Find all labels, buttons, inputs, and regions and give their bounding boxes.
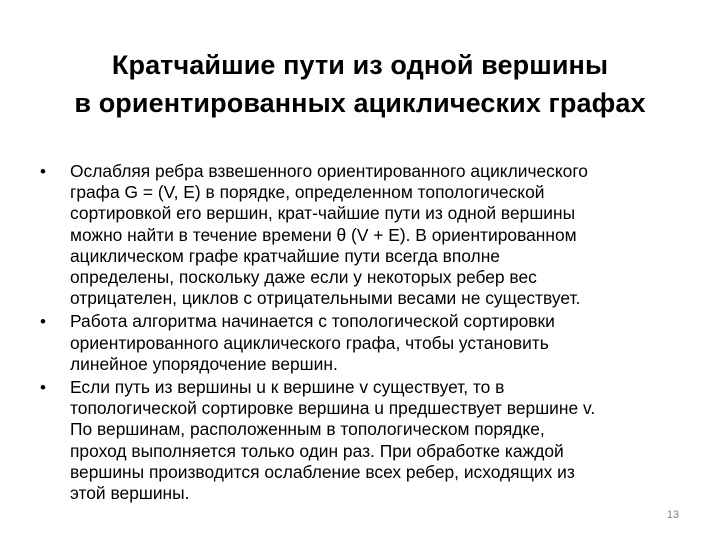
- bullet-line: По вершинам, расположенным в топологическом порядке,: [70, 419, 545, 440]
- bullet-line: ориентированного ациклического графа, чтобы установить: [70, 332, 549, 353]
- bullet-line: ациклическом графе кратчайшие пути всегда вполне: [70, 245, 500, 266]
- bullet-list: [40, 161, 700, 506]
- slide-title: [20, 46, 700, 122]
- bullet-line: отрицателен, циклов с отрицательными весами не существует.: [70, 288, 581, 309]
- bullet-text: [70, 311, 700, 375]
- slide-title-line: в ориентированных ациклических графах: [74, 88, 646, 118]
- bullet-line: графа G = (V, E) в порядке, определенном топологической: [70, 182, 545, 203]
- bullet-line: определены, поскольку даже если у некоторых ребер вес: [70, 267, 537, 288]
- slide-title-line: Кратчайшие пути из одной вершины: [111, 50, 609, 80]
- bullet-line: Работа алгоритма начинается с топологической сортировки: [70, 311, 555, 332]
- bullet-line: этой вершины.: [70, 483, 190, 504]
- page-number: 13: [666, 509, 680, 521]
- bullet-item: [40, 377, 700, 504]
- bullet-line: топологической сортировке вершина u предшествует вершине v.: [70, 398, 596, 419]
- bullet-line: Если путь из вершины u к вершине v существует, то в: [70, 377, 505, 398]
- bullet-line: проход выполняется только один раз. При обработке каждой: [70, 440, 564, 461]
- bullet-line: можно найти в течение времени θ (V + E). В ориентированном: [70, 224, 577, 245]
- bullet-marker: •: [40, 162, 46, 181]
- bullet-text: [70, 377, 700, 504]
- bullet-line: вершины производится ослабление всех ребер, исходящих из: [70, 461, 575, 482]
- bullet-marker: •: [40, 378, 46, 398]
- bullet-marker: •: [40, 312, 46, 332]
- bullet-line: Ослабляя ребра взвешенного ориентированного ациклического: [70, 161, 588, 181]
- bullet-line: линейное упорядочение вершин.: [70, 353, 338, 374]
- bullet-line: сортировкой его вершин, крат-чайшие пути из одной вершины: [70, 203, 576, 224]
- bullet-text: [70, 161, 700, 309]
- bullet-item: [40, 161, 700, 309]
- bullet-item: [40, 311, 700, 375]
